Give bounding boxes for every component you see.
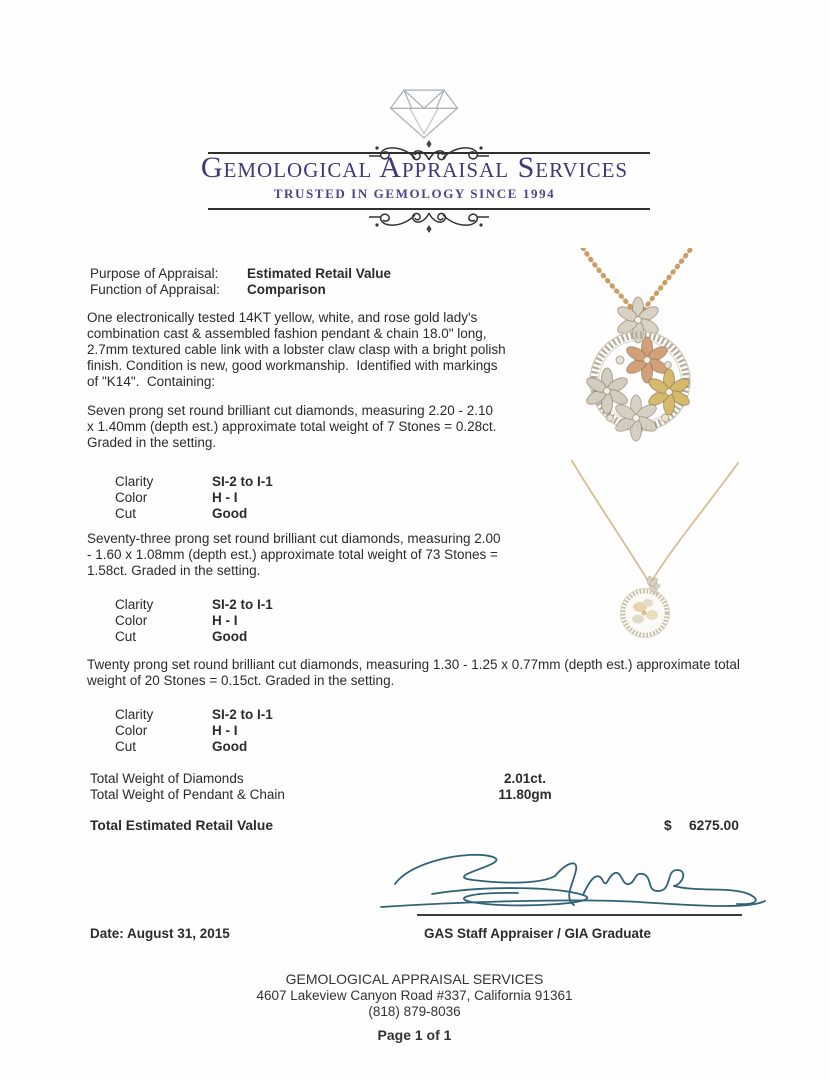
logo-tagline: TRUSTED IN GEMOLOGY SINCE 1994 bbox=[273, 186, 556, 201]
cut-label: Cut bbox=[115, 506, 137, 521]
scroll-flourish-bottom-icon bbox=[367, 206, 491, 236]
retail-value-amount: 6275.00 bbox=[689, 818, 739, 833]
stone-section-2-grades bbox=[115, 597, 273, 645]
stone-section-2-text: Seventy-three prong set round brilliant cut diamonds, measuring 2.00 - 1.60 x 1.08mm (depth est.) approximate total weight of 73 Stones = 1.58ct. Graded in the setting. bbox=[87, 531, 505, 578]
cut-value: Good bbox=[212, 506, 248, 521]
total-pendant-value: 11.80gm bbox=[498, 787, 552, 802]
logo-title: Gemological Appraisal Services bbox=[200, 151, 629, 184]
purpose-value: Estimated Retail Value bbox=[247, 266, 392, 281]
purpose-label: Purpose of Appraisal: bbox=[90, 266, 219, 281]
thin-gold-chain bbox=[572, 461, 738, 581]
footer-address: 4607 Lakeview Canyon Road #337, California 91361 bbox=[256, 987, 573, 1003]
cut-label: Cut bbox=[115, 629, 137, 644]
function-value: Comparison bbox=[247, 282, 326, 297]
appraisal-date: Date: August 31, 2015 bbox=[90, 926, 230, 941]
page-number: Page 1 of 1 bbox=[377, 1026, 452, 1043]
clarity-value: SI-2 to I-1 bbox=[212, 474, 273, 489]
signature-line bbox=[417, 914, 742, 916]
footer-company: GEMOLOGICAL APPRAISAL SERVICES bbox=[285, 971, 544, 987]
pendant-closeup-photo bbox=[550, 248, 740, 463]
stone-section-1-grades bbox=[115, 474, 273, 522]
clarity-label: Clarity bbox=[115, 474, 154, 489]
color-value: H - I bbox=[212, 723, 238, 738]
currency-symbol: $ bbox=[664, 818, 672, 833]
totals-block bbox=[90, 771, 570, 803]
color-label: Color bbox=[115, 613, 148, 628]
total-diamonds-value: 2.01ct. bbox=[503, 771, 547, 786]
footer bbox=[0, 971, 829, 1043]
clarity-value: SI-2 to I-1 bbox=[212, 597, 273, 612]
cut-label: Cut bbox=[115, 739, 137, 754]
clarity-label: Clarity bbox=[115, 597, 154, 612]
small-pendant bbox=[621, 589, 670, 638]
retail-value-label: Total Estimated Retail Value bbox=[90, 818, 273, 833]
appraiser-title: GAS Staff Appraiser / GIA Graduate bbox=[424, 926, 652, 941]
color-value: H - I bbox=[212, 613, 238, 628]
total-pendant-label: Total Weight of Pendant & Chain bbox=[90, 787, 285, 802]
footer-phone: (818) 879-8036 bbox=[368, 1004, 461, 1019]
appraisal-info-block bbox=[90, 266, 391, 298]
total-diamonds-label: Total Weight of Diamonds bbox=[90, 771, 244, 786]
appraiser-signature bbox=[377, 846, 769, 924]
color-value: H - I bbox=[212, 490, 238, 505]
necklace-full-photo bbox=[548, 455, 748, 655]
color-label: Color bbox=[115, 490, 148, 505]
diamond-outline-icon bbox=[381, 85, 467, 141]
cut-value: Good bbox=[212, 739, 248, 754]
clarity-value: SI-2 to I-1 bbox=[212, 707, 273, 722]
stone-section-3-text: Twenty prong set round brilliant cut diamonds, measuring 1.30 - 1.25 x 0.77mm (depth est.) approximate total weight of 20 Stones = 0.15ct. Graded in the setting. bbox=[87, 657, 744, 688]
stone-section-1-text: Seven prong set round brilliant cut diamonds, measuring 2.20 - 2.10 x 1.40mm (depth est.) approximate total weight of 7 Stones = 0.28ct. Graded in the setting. bbox=[87, 403, 501, 450]
color-label: Color bbox=[115, 723, 148, 738]
item-description: One electronically tested 14KT yellow, white, and rose gold lady's combination cast & assembled fashion pendant & chain 18.0" long, 2.7mm textured cable link with a lobster claw clasp with a bright polish finish. Condition is new, good workmanship. Identified with markings of "K14". Containing: bbox=[87, 310, 510, 389]
cut-value: Good bbox=[212, 629, 248, 644]
stone-section-3-grades bbox=[115, 707, 273, 755]
clarity-label: Clarity bbox=[115, 707, 154, 722]
function-label: Function of Appraisal: bbox=[90, 282, 220, 297]
